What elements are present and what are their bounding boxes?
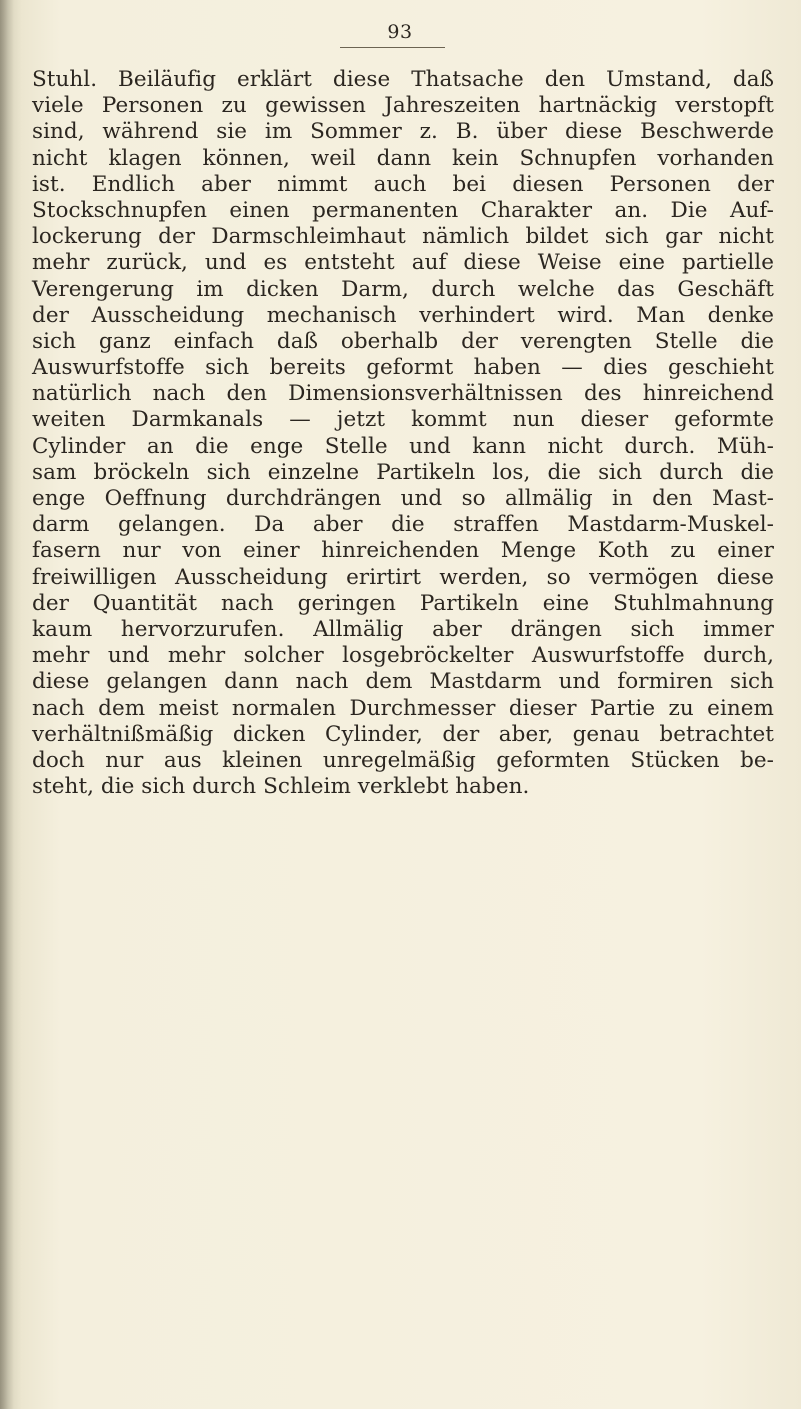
text-line: mehr und mehr solcher losgebröckelter Auswurfstoffe durch,	[32, 643, 774, 669]
spine-shadow	[0, 0, 14, 1409]
text-line: diese gelangen dann nach dem Mastdarm und formiren sich	[32, 669, 774, 695]
text-line: darm gelangen. Da aber die straffen Mastdarm-Muskel-	[32, 512, 774, 538]
text-line: nicht klagen können, weil dann kein Schnupfen vorhanden	[32, 145, 774, 171]
text-line: sind, während sie im Sommer z. B. über diese Beschwerde	[32, 119, 774, 145]
text-line: der Quantität nach geringen Partikeln eine Stuhlmahnung	[32, 590, 774, 616]
text-line: nach dem meist normalen Durchmesser dieser Partie zu einem	[32, 695, 774, 721]
text-line: Stuhl. Beiläufig erklärt diese Thatsache den Umstand, daß	[32, 67, 774, 92]
text-line: ist. Endlich aber nimmt auch bei diesen Personen der	[32, 171, 774, 197]
text-line: enge Oeffnung durchdrängen und so allmälig in den Mast-	[32, 486, 774, 511]
text-line: fasern nur von einer hinreichenden Menge Koth zu einer	[32, 538, 774, 564]
text-line: lockerung der Darmschleimhaut nämlich bildet sich gar nicht	[32, 224, 774, 250]
header-rule	[340, 47, 445, 48]
text-line: mehr zurück, und es entsteht auf diese Weise eine partielle	[32, 250, 774, 276]
text-line: der Ausscheidung mechanisch verhindert wird. Man denke	[32, 302, 774, 328]
text-line: weiten Darmkanals — jetzt kommt nun dieser geformte	[32, 407, 774, 433]
text-line: natürlich nach den Dimensionsverhältnissen des hinreichend	[32, 381, 774, 407]
page-number: 93	[387, 21, 413, 43]
text-line: sam bröckeln sich einzelne Partikeln los, die sich durch die	[32, 459, 774, 485]
text-line: freiwilligen Ausscheidung erirtirt werden, so vermögen diese	[32, 564, 774, 590]
text-line: kaum hervorzurufen. Allmälig aber drängen sich immer	[32, 616, 774, 642]
text-line: steht, die sich durch Schleim verklebt haben.	[32, 774, 530, 800]
text-line: verhältnißmäßig dicken Cylinder, der aber, genau betrachtet	[32, 721, 774, 747]
text-line: doch nur aus kleinen unregelmäßig geformten Stücken be-	[32, 747, 774, 773]
text-line: viele Personen zu gewissen Jahreszeiten hartnäckig verstopft	[32, 93, 774, 119]
text-line: Cylinder an die enge Stelle und kann nicht durch. Müh-	[32, 433, 774, 459]
text-line: sich ganz einfach daß oberhalb der verengten Stelle die	[32, 328, 774, 354]
text-line: Auswurfstoffe sich bereits geformt haben — dies geschieht	[32, 355, 774, 381]
body-text	[32, 67, 774, 800]
text-line: Verengerung im dicken Darm, durch welche das Geschäft	[32, 276, 774, 302]
text-line: Stockschnupfen einen permanenten Charakter an. Die Auf-	[32, 197, 774, 223]
